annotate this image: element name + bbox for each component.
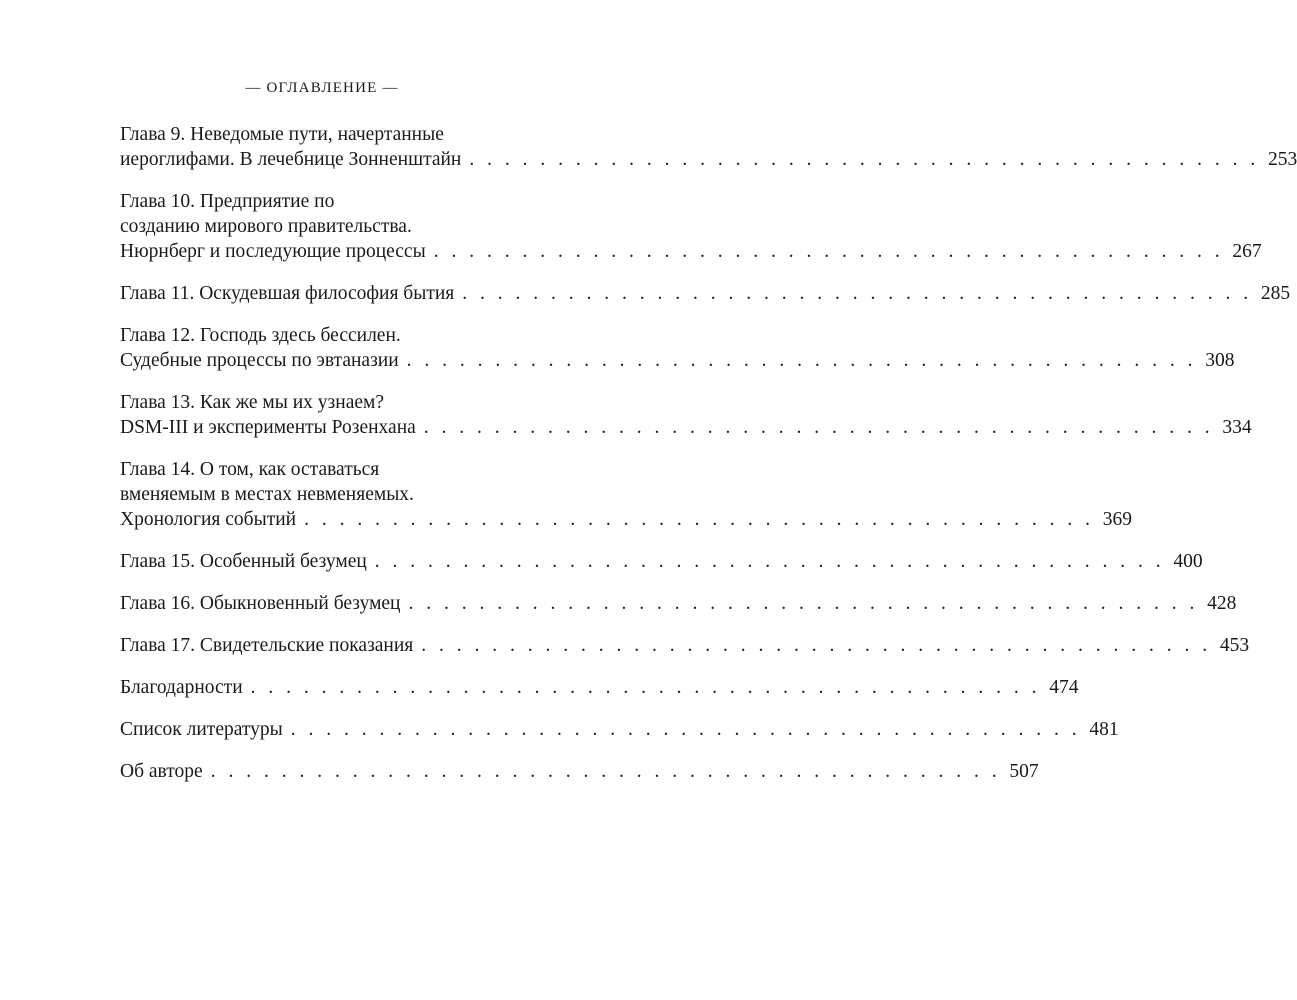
toc-entry-last-line: [120, 348, 1235, 373]
toc-entry-chapter-11[interactable]: [120, 281, 1291, 306]
toc-entry-last-line: [120, 239, 1262, 264]
dot-leader: . . . . . . . . . . . . . . . . . . . . . . . . . . . . . . . . . . . . . . . . . . . . .: [304, 509, 1094, 530]
page-number: 285: [1260, 283, 1291, 304]
dot-leader: . . . . . . . . . . . . . . . . . . . . . . . . . . . . . . . . . . . . . . . . . . . . .: [469, 149, 1260, 170]
toc-entry-about-author[interactable]: [120, 759, 1039, 784]
toc-entry-last-line: [120, 549, 1203, 574]
toc-entry-title-line: Глава 12. Господь здесь бессилен.: [120, 325, 401, 346]
toc-entry-chapter-10[interactable]: [120, 189, 1262, 264]
toc-entry-title-line: Глава 13. Как же мы их узнаем?: [120, 392, 384, 413]
toc-entry-title-line: Нюрнберг и последующие процессы: [120, 241, 426, 262]
toc-entry-last-line: [120, 147, 1297, 172]
toc-entry-title-line: Благодарности: [120, 677, 243, 698]
toc-entry-chapter-15[interactable]: [120, 549, 1203, 574]
toc-entry-title-line: вменяемым в местах невменяемых.: [120, 484, 414, 505]
page-number: 481: [1089, 719, 1119, 740]
dot-leader: . . . . . . . . . . . . . . . . . . . . . . . . . . . . . . . . . . . . . . . . . . . . .: [421, 635, 1212, 656]
dot-leader: . . . . . . . . . . . . . . . . . . . . . . . . . . . . . . . . . . . . . . . . . . . . .: [423, 417, 1214, 438]
page-number: 334: [1222, 417, 1252, 438]
toc-entry-title-line: иероглифами. В лечебнице Зонненштайн: [120, 149, 462, 170]
toc-entry-chapter-12[interactable]: [120, 323, 1235, 373]
page-number: 253: [1268, 149, 1297, 170]
page-number: 308: [1205, 350, 1235, 371]
page-number: 428: [1207, 593, 1237, 614]
toc-entry-last-line: [120, 717, 1119, 742]
dot-leader: . . . . . . . . . . . . . . . . . . . . . . . . . . . . . . . . . . . . . . . . . . . . .: [462, 283, 1253, 304]
page-number: 369: [1102, 509, 1132, 530]
page-number: 507: [1009, 761, 1039, 782]
toc-entry-title-line: Глава 14. О том, как оставаться: [120, 459, 380, 480]
toc-entry-bibliography[interactable]: [120, 717, 1119, 742]
dot-leader: . . . . . . . . . . . . . . . . . . . . . . . . . . . . . . . . . . . . . . . . . . . . .: [433, 241, 1224, 262]
toc-entry-last-line: [120, 415, 1252, 440]
toc-entry-last-line: [120, 633, 1250, 658]
toc-entry-title-line: созданию мирового правительства.: [120, 216, 412, 237]
dot-leader: . . . . . . . . . . . . . . . . . . . . . . . . . . . . . . . . . . . . . . . . . . . . .: [250, 677, 1041, 698]
toc-entry-title-line: Список литературы: [120, 719, 283, 740]
toc-entry-title-line: Глава 9. Неведомые пути, начертанные: [120, 124, 444, 145]
toc-entry-title-line: Хронология событий: [120, 509, 297, 530]
toc-entry-title-line: Глава 11. Оскудевшая философия бытия: [120, 283, 455, 304]
toc-entry-title-line: Глава 10. Предприятие по: [120, 191, 335, 212]
toc-entry-title-line: Глава 15. Особенный безумец: [120, 551, 367, 572]
toc-entry-last-line: [120, 675, 1079, 700]
page-number: 453: [1219, 635, 1250, 656]
toc-entry-title-line: Глава 17. Свидетельские показания: [120, 635, 414, 656]
toc-entry-title-line: Судебные процессы по эвтаназии: [120, 350, 399, 371]
table-of-contents: [120, 122, 1297, 801]
toc-entry-chapter-13[interactable]: [120, 390, 1252, 440]
toc-entry-chapter-17[interactable]: [120, 633, 1250, 658]
toc-entry-last-line: [120, 507, 1132, 532]
toc-entry-chapter-14[interactable]: [120, 457, 1132, 532]
toc-entry-last-line: [120, 591, 1237, 616]
toc-heading: — ОГЛАВЛЕНИЕ —: [245, 80, 399, 96]
toc-entry-acknowledgements[interactable]: [120, 675, 1079, 700]
toc-entry-title-line: DSM-III и эксперименты Розенхана: [120, 417, 416, 438]
dot-leader: . . . . . . . . . . . . . . . . . . . . . . . . . . . . . . . . . . . . . . . . . . . . .: [406, 350, 1197, 371]
toc-entry-title-line: Об авторе: [120, 761, 203, 782]
page-number: 267: [1232, 241, 1262, 262]
toc-entry-chapter-9[interactable]: [120, 122, 1297, 172]
page-number: 400: [1173, 551, 1203, 572]
page-number: 474: [1049, 677, 1079, 698]
toc-entry-last-line: [120, 759, 1039, 784]
toc-entry-last-line: [120, 281, 1291, 306]
dot-leader: . . . . . . . . . . . . . . . . . . . . . . . . . . . . . . . . . . . . . . . . . . . . .: [374, 551, 1165, 572]
toc-entry-chapter-16[interactable]: [120, 591, 1237, 616]
dot-leader: . . . . . . . . . . . . . . . . . . . . . . . . . . . . . . . . . . . . . . . . . . . . .: [408, 593, 1199, 614]
toc-entry-title-line: Глава 16. Обыкновенный безумец: [120, 593, 401, 614]
dot-leader: . . . . . . . . . . . . . . . . . . . . . . . . . . . . . . . . . . . . . . . . . . . . .: [210, 761, 1001, 782]
dot-leader: . . . . . . . . . . . . . . . . . . . . . . . . . . . . . . . . . . . . . . . . . . . . .: [290, 719, 1081, 740]
